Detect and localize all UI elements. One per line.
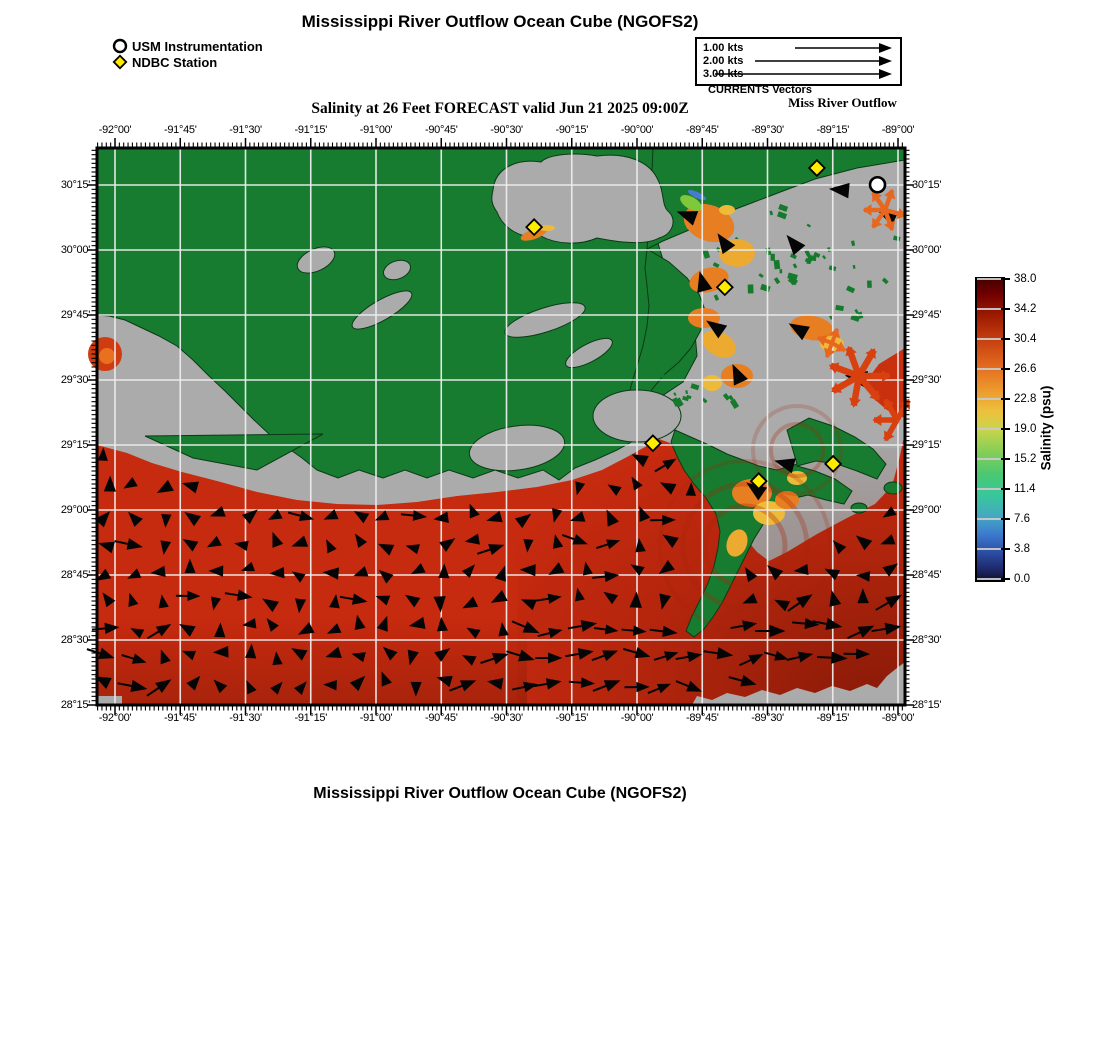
colorbar-tick — [1001, 398, 1010, 400]
colorbar-tick — [1001, 548, 1010, 550]
lon-tick-label-bottom: -91°45' — [163, 712, 197, 724]
lon-tick-label-bottom: -90°30' — [490, 712, 523, 724]
usm-circle-icon — [112, 38, 128, 54]
colorbar-tick — [1001, 278, 1010, 280]
colorbar-tick — [1001, 368, 1010, 370]
marsh-speckle — [748, 284, 754, 293]
lat-tick-label-right: 28°45' — [912, 569, 942, 581]
colorbar-tick — [1001, 578, 1010, 580]
lon-tick-label-bottom: -92°00' — [98, 712, 132, 724]
colorbar-tick — [1001, 308, 1010, 310]
lon-tick-label-top: -89°00' — [881, 124, 915, 136]
lon-tick-label-top: -91°30' — [229, 124, 262, 136]
lat-tick-label-left: 29°30' — [60, 374, 90, 386]
colorbar-tick-label: 3.8 — [1014, 543, 1030, 555]
ndbc-diamond-icon — [112, 54, 128, 70]
lon-tick-label-top: -90°45' — [424, 124, 458, 136]
lon-tick-label-bottom: -89°45' — [685, 712, 719, 724]
colorbar-tick-label: 15.2 — [1014, 453, 1037, 465]
legend-item-ndbc — [112, 54, 217, 70]
lon-tick-label-bottom: -91°00' — [359, 712, 393, 724]
key-speed-2: 2.00 kts — [703, 55, 744, 67]
colorbar-tick-label: 30.4 — [1014, 333, 1037, 345]
colorbar-cross-line — [977, 308, 1003, 310]
colorbar-title: Salinity (psu) — [1038, 385, 1054, 471]
colorbar-cross-line — [977, 578, 1003, 580]
colorbar-cross-line — [977, 488, 1003, 490]
lat-tick-label-left: 28°30' — [60, 634, 90, 646]
lon-tick-label-top: -90°15' — [555, 124, 589, 136]
lon-tick-label-top: -89°45' — [685, 124, 719, 136]
marsh-speckle — [867, 280, 872, 287]
currents-key-box — [695, 37, 902, 86]
key-speed-3: 3.00 kts — [703, 68, 744, 80]
lon-tick-label-top: -91°45' — [163, 124, 197, 136]
lat-tick-label-left: 29°45' — [60, 309, 90, 321]
key-arrows — [697, 39, 896, 79]
colorbar-tick — [1001, 338, 1010, 340]
lon-tick-label-bottom: -91°30' — [229, 712, 262, 724]
colorbar-tick — [1001, 518, 1010, 520]
lon-tick-label-top: -89°15' — [816, 124, 850, 136]
lon-tick-label-bottom: -89°00' — [881, 712, 915, 724]
colorbar-tick-label: 19.0 — [1014, 423, 1037, 435]
lat-tick-label-left: 30°00' — [60, 244, 90, 256]
lon-tick-label-bottom: -91°15' — [294, 712, 328, 724]
lon-tick-label-top: -90°30' — [490, 124, 523, 136]
colorbar-tick-label: 26.6 — [1014, 363, 1037, 375]
key-speed-1: 1.00 kts — [703, 42, 744, 54]
lat-tick-label-left: 30°15' — [60, 179, 90, 191]
marsh-speckle — [780, 269, 783, 273]
page-title: Mississippi River Outflow Ocean Cube (NGOFS2) — [301, 12, 699, 31]
lon-tick-label-bottom: -89°15' — [816, 712, 850, 724]
lat-tick-label-right: 29°00' — [912, 504, 942, 516]
colorbar-cross-line — [977, 428, 1003, 430]
colorbar-tick-label: 34.2 — [1014, 303, 1037, 315]
marsh-speckle — [774, 260, 781, 270]
plot-subtitle: Salinity at 26 Feet FORECAST valid Jun 21 2025 09:00Z — [311, 100, 689, 117]
lat-tick-label-right: 29°45' — [912, 309, 942, 321]
usm-marker — [870, 177, 885, 192]
lat-tick-label-right: 29°15' — [912, 439, 942, 451]
lat-tick-label-left: 28°45' — [60, 569, 90, 581]
colorbar-cross-line — [977, 398, 1003, 400]
colorbar-cross-line — [977, 368, 1003, 370]
lon-tick-label-top: -91°15' — [294, 124, 328, 136]
colorbar-tick — [1001, 488, 1010, 490]
lon-tick-label-top: -90°00' — [620, 124, 654, 136]
colorbar — [975, 277, 1005, 582]
region-label: Miss River Outflow — [788, 95, 897, 110]
legend-item-usm — [112, 38, 263, 54]
lon-tick-label-bottom: -89°30' — [751, 712, 784, 724]
lat-tick-label-left: 29°15' — [60, 439, 90, 451]
colorbar-tick-label: 7.6 — [1014, 513, 1030, 525]
marsh-speckle — [771, 254, 775, 261]
legend-label-usm: USM Instrumentation — [132, 38, 263, 54]
map-frame — [97, 148, 905, 705]
colorbar-tick-label: 0.0 — [1014, 573, 1030, 585]
colorbar-cross-line — [977, 518, 1003, 520]
colorbar-tick-label: 22.8 — [1014, 393, 1037, 405]
lon-tick-label-bottom: -90°45' — [424, 712, 458, 724]
lon-tick-label-top: -89°30' — [751, 124, 784, 136]
legend-label-ndbc: NDBC Station — [132, 54, 218, 70]
currents-key-caption: CURRENTS Vectors — [708, 84, 812, 96]
lat-tick-label-left: 29°00' — [60, 504, 90, 516]
colorbar-cross-line — [977, 338, 1003, 340]
lat-tick-label-right: 28°30' — [912, 634, 942, 646]
colorbar-tick — [1001, 428, 1010, 430]
lat-tick-label-left: 28°15' — [60, 699, 90, 711]
lon-tick-label-top: -91°00' — [359, 124, 393, 136]
lon-tick-label-bottom: -90°00' — [620, 712, 654, 724]
lat-tick-label-right: 30°15' — [912, 179, 942, 191]
lon-tick-label-top: -92°00' — [98, 124, 132, 136]
colorbar-cross-line — [977, 548, 1003, 550]
lon-tick-label-bottom: -90°15' — [555, 712, 589, 724]
colorbar-cross-line — [977, 458, 1003, 460]
lat-tick-label-right: 30°00' — [912, 244, 942, 256]
lat-tick-label-right: 29°30' — [912, 374, 942, 386]
colorbar-tick-label: 11.4 — [1014, 483, 1036, 495]
lat-tick-label-right: 28°15' — [912, 699, 942, 711]
footer-title: Mississippi River Outflow Ocean Cube (NGOFS2) — [313, 785, 687, 802]
colorbar-tick — [1001, 458, 1010, 460]
colorbar-cross-line — [977, 278, 1003, 280]
colorbar-tick-label: 38.0 — [1014, 273, 1037, 285]
salinity-map — [97, 148, 905, 705]
